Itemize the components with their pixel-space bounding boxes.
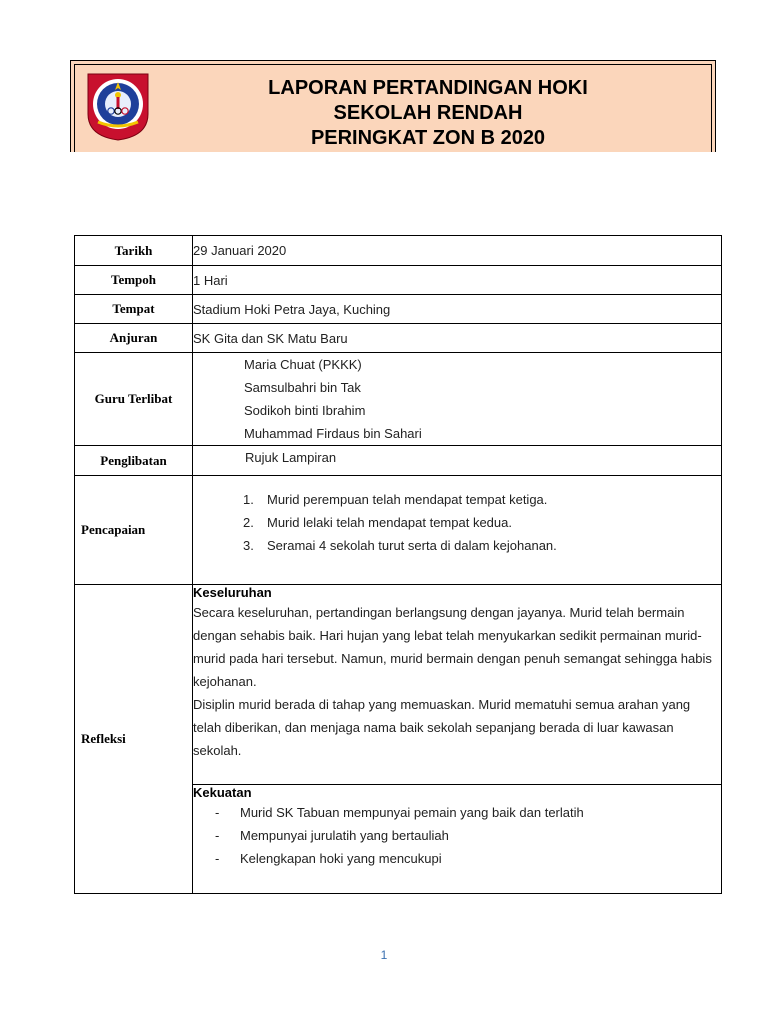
kekuatan-heading: Kekuatan [193, 785, 252, 800]
list-dash: - [215, 828, 220, 843]
list-number: 3. [243, 538, 254, 553]
list-text: Murid perempuan telah mendapat tempat ketiga. [267, 492, 548, 507]
row-pencapaian [75, 476, 722, 585]
label-guru-terlibat: Guru Terlibat [75, 353, 193, 446]
guru-name: Sodikoh binti Ibrahim [244, 403, 366, 418]
list-item [215, 801, 721, 824]
report-title [165, 76, 691, 151]
value-anjuran: SK Gita dan SK Matu Baru [193, 324, 722, 353]
title-line-3: PERINGKAT ZON B 2020 [310, 127, 546, 149]
row-refleksi-keseluruhan [75, 585, 722, 785]
value-kekuatan [193, 785, 722, 894]
value-keseluruhan [193, 585, 722, 785]
row-anjuran [75, 324, 722, 353]
label-penglibatan: Penglibatan [75, 446, 193, 476]
kekuatan-list [193, 801, 721, 870]
label-tempoh: Tempoh [75, 266, 193, 295]
page-number: 1 [380, 948, 388, 962]
value-pencapaian [193, 476, 722, 585]
list-text: Murid SK Tabuan mempunyai pemain yang baik dan terlatih [240, 805, 584, 820]
list-item [215, 824, 721, 847]
list-text: Kelengkapan hoki yang mencukupi [240, 851, 442, 866]
value-guru-terlibat [193, 353, 722, 446]
list-number: 1. [243, 492, 254, 507]
list-text: Mempunyai jurulatih yang bertauliah [240, 828, 449, 843]
list-text: Murid lelaki telah mendapat tempat kedua. [267, 515, 512, 530]
title-line-1: LAPORAN PERTANDINGAN HOKI [268, 77, 588, 99]
value-penglibatan: Rujuk Lampiran [193, 446, 722, 476]
list-text: Seramai 4 sekolah turut serta di dalam kejohanan. [267, 538, 557, 553]
list-item [215, 847, 721, 870]
list-dash: - [215, 851, 220, 866]
guru-name: Samsulbahri bin Tak [244, 380, 361, 395]
value-tarikh: 29 Januari 2020 [193, 236, 722, 266]
label-tarikh: Tarikh [75, 236, 193, 266]
school-sports-logo [84, 70, 152, 142]
list-item [243, 511, 721, 534]
value-tempoh: 1 Hari [193, 266, 722, 295]
row-tempoh [75, 266, 722, 295]
guru-name: Maria Chuat (PKKK) [244, 357, 362, 372]
keseluruhan-heading: Keseluruhan [193, 585, 272, 600]
report-header [70, 60, 716, 152]
report-table [74, 235, 722, 894]
value-tempat: Stadium Hoki Petra Jaya, Kuching [193, 295, 722, 324]
list-item [243, 534, 721, 557]
row-tarikh [75, 236, 722, 266]
label-refleksi: Refleksi [75, 585, 193, 894]
list-number: 2. [243, 515, 254, 530]
row-penglibatan [75, 446, 722, 476]
guru-name: Muhammad Firdaus bin Sahari [244, 426, 422, 441]
list-dash: - [215, 805, 220, 820]
label-anjuran: Anjuran [75, 324, 193, 353]
list-item [243, 488, 721, 511]
pencapaian-list [193, 488, 721, 557]
label-pencapaian: Pencapaian [75, 476, 193, 585]
keseluruhan-paragraph-1: Secara keseluruhan, pertandingan berlangsung dengan jayanya. Murid telah bermain dengan sehabis baik. Hari hujan yang lebat telah menyukarkan sedikit permainan murid-murid pada hari tersebut. Namun, murid bermain dengan penuh semangat sehingga habis kejohanan. [193, 605, 712, 689]
title-line-2: SEKOLAH RENDAH [333, 102, 523, 124]
keseluruhan-paragraph-2: Disiplin murid berada di tahap yang memuaskan. Murid mematuhi semua arahan yang telah diberikan, dan menjaga nama baik sekolah sepanjang berada di luar kawasan sekolah. [193, 697, 691, 758]
row-guru-terlibat [75, 353, 722, 446]
row-tempat [75, 295, 722, 324]
label-tempat: Tempat [75, 295, 193, 324]
header-inner-border [74, 64, 712, 152]
